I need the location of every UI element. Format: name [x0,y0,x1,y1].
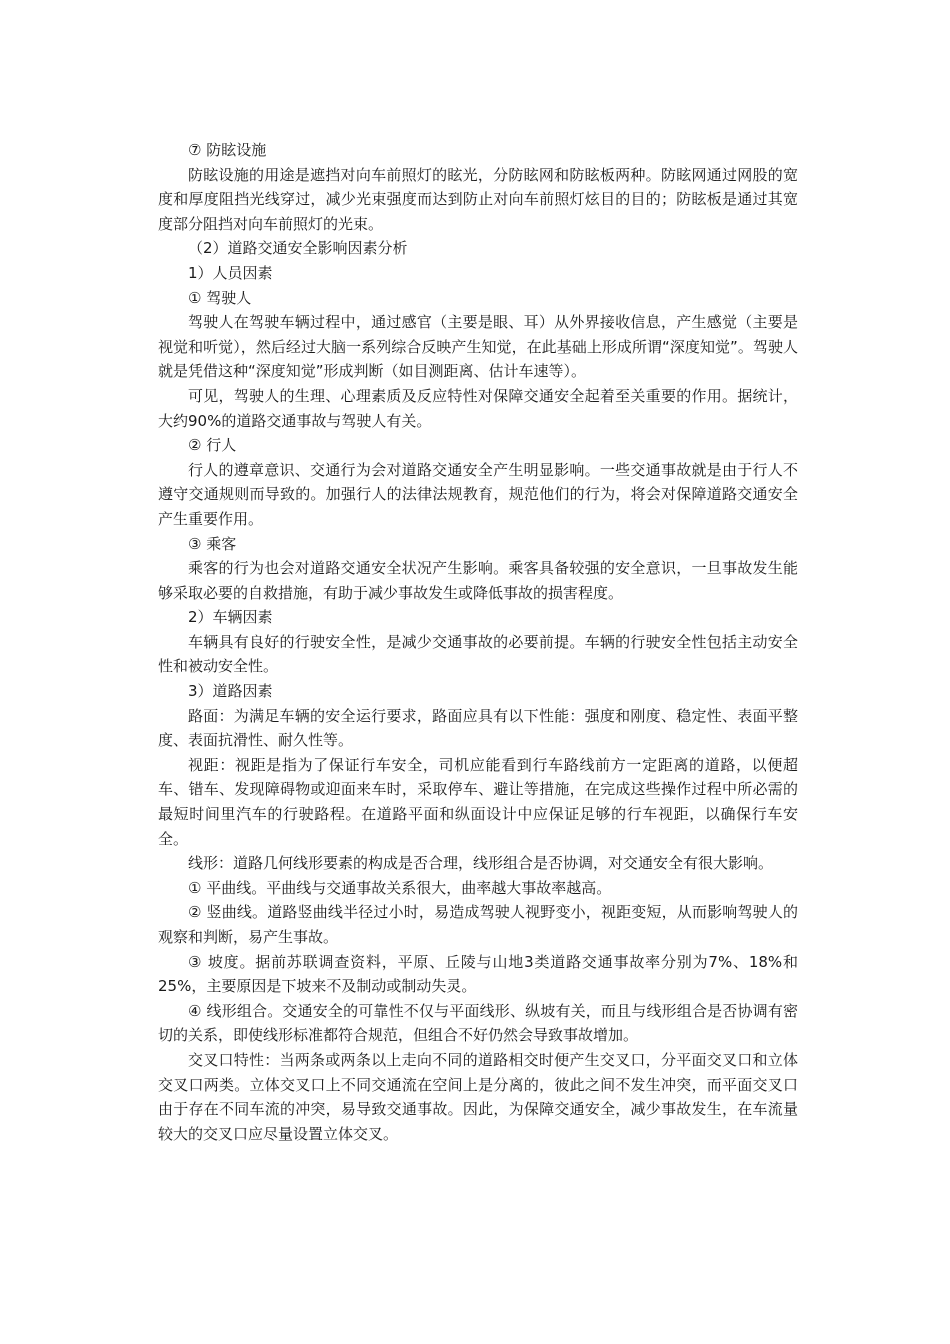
paragraph-road-surface: 路面：为满足车辆的安全运行要求，路面应具有以下性能：强度和刚度、稳定性、表面平整度、表面抗滑性、耐久性等。 [158,706,798,750]
paragraph-alignment: 线形：道路几何线形要素的构成是否合理，线形组合是否协调，对交通安全有很大影响。 [188,854,774,873]
paragraph-intersection: 交叉口特性：当两条或两条以上走向不同的道路相交时便产生交叉口，分平面交叉口和立体交叉口两类。立体交叉口上不同交通流在空间上是分离的，彼此之间不发生冲突，而平面交叉口由于存在不同车流的冲突，易导致交通事故。因此，为保障交通安全，减少事故发生，在车流量较大的交叉口应尽量设置立体交叉。 [158,1050,798,1143]
heading-vehicle-factors: 2）车辆因素 [188,608,273,627]
heading-driver: ① 驾驶人 [188,288,252,307]
heading-passenger: ③ 乘客 [188,534,237,553]
heading-road-factors: 3）道路因素 [188,682,273,701]
paragraph-driver-perception: 驾驶人在驾驶车辆过程中，通过感官（主要是眼、耳）从外界接收信息，产生感觉（主要是视觉和听觉），然后经过大脑一系列综合反映产生知觉，在此基础上形成所谓“深度知觉”。驾驶人就是凭借这种“深度知觉”形成判断（如目测距离、估计车速等）。 [158,313,798,381]
paragraph-grade: ③ 坡度。据前苏联调查资料，平原、丘陵与山地3类道路交通事故率分别为7%、18%和25%，主要原因是下坡来不及制动或制动失灵。 [158,952,798,996]
paragraph-driver-statistics: 可见，驾驶人的生理、心理素质及反应特性对保障交通安全起着至关重要的作用。据统计，大约90%的道路交通事故与驾驶人有关。 [158,386,798,430]
heading-anti-glare-facilities: ⑦ 防眩设施 [188,141,267,159]
paragraph-anti-glare-purpose: 防眩设施的用途是遮挡对向车前照灯的眩光，分防眩网和防眩板两种。防眩网通过网股的宽度和厚度阻挡光线穿过，减少光束强度而达到防止对向车前照灯炫目的目的；防眩板是通过其宽度部分阻挡对向车前照灯的光束。 [158,165,798,233]
heading-safety-factor-analysis: （2）道路交通安全影响因素分析 [188,239,408,258]
paragraph-pedestrian: 行人的遵章意识、交通行为会对道路交通安全产生明显影响。一些交通事故就是由于行人不遵守交通规则而导致的。加强行人的法律法规教育，规范他们的行为，将会对保障道路交通安全产生重要作用。 [158,460,798,528]
document-page [158,138,798,1146]
paragraph-horizontal-curve: ① 平曲线。平曲线与交通事故关系很大，曲率越大事故率越高。 [188,878,612,897]
paragraph-sight-distance: 视距：视距是指为了保证行车安全，司机应能看到行车路线前方一定距离的道路，以便超车、错车、发现障碍物或迎面来车时，采取停车、避让等措施，在完成这些操作过程中所必需的最短时间里汽车的行驶路程。在道路平面和纵面设计中应保证足够的行车视距，以确保行车安全。 [158,755,798,848]
heading-human-factors: 1）人员因素 [188,263,273,282]
paragraph-vehicle-safety: 车辆具有良好的行驶安全性，是减少交通事故的必要前提。车辆的行驶安全性包括主动安全性和被动安全性。 [158,632,798,676]
paragraph-passenger: 乘客的行为也会对道路交通安全状况产生影响。乘客具备较强的安全意识，一旦事故发生能够采取必要的自救措施，有助于减少事故发生或降低事故的损害程度。 [158,559,798,602]
heading-pedestrian: ② 行人 [188,436,237,455]
paragraph-alignment-combination: ④ 线形组合。交通安全的可靠性不仅与平面线形、纵坡有关，而且与线形组合是否协调有密切的关系，即使线形标准都符合规范，但组合不好仍然会导致事故增加。 [158,1001,798,1045]
paragraph-vertical-curve: ② 竖曲线。道路竖曲线半径过小时，易造成驾驶人视野变小，视距变短，从而影响驾驶人的观察和判断，易产生事故。 [158,903,798,946]
